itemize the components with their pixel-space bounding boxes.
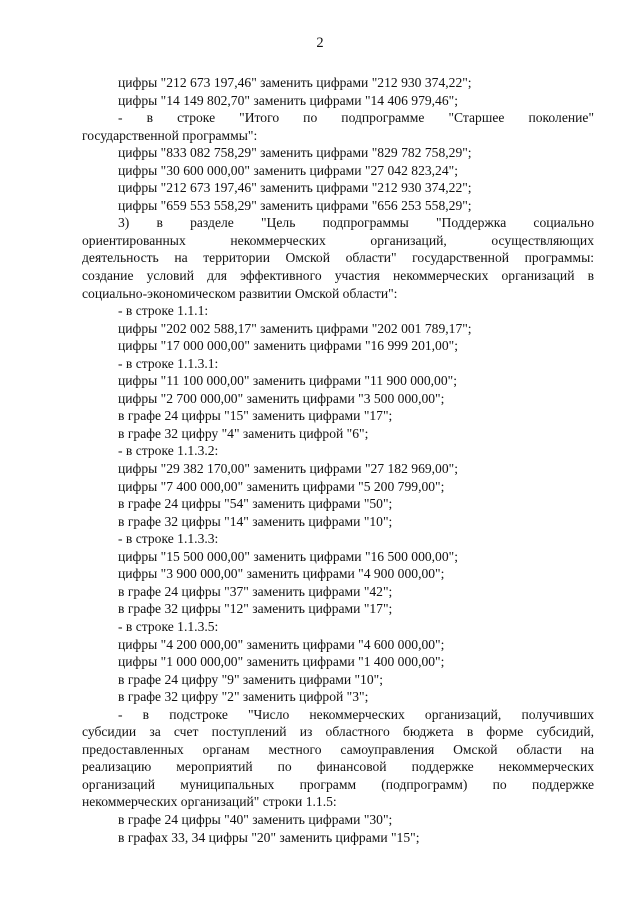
text-line: в графе 24 цифры "40" заменить цифрами "30"; (118, 811, 393, 827)
text-line: в графе 32 цифру "2" заменить цифрой "3"; (118, 689, 369, 705)
text-line: - в строке 1.1.3.1: (118, 355, 219, 371)
text-line: в графе 24 цифры "54" заменить цифрами "50"; (118, 496, 393, 512)
text-line: - в строке 1.1.3.5: (118, 618, 219, 634)
text-line: цифры "17 000 000,00" заменить цифрами "16 999 201,00"; (118, 338, 458, 354)
text-line: цифры "3 900 000,00" заменить цифрами "4 900 000,00"; (118, 566, 445, 582)
text-line: цифры "659 553 558,29" заменить цифрами "656 253 558,29"; (118, 197, 472, 213)
text-line: 3) в разделе "Цель подпрограммы "Поддержка социально (118, 215, 594, 231)
text-line: цифры "7 400 000,00" заменить цифрами "5 200 799,00"; (118, 478, 445, 494)
text-line: в графе 24 цифры "15" заменить цифрами "17"; (118, 408, 393, 424)
text-line: цифры "833 082 758,29" заменить цифрами "829 782 758,29"; (118, 145, 472, 161)
text-line: цифры "14 149 802,70" заменить цифрами "14 406 979,46"; (118, 92, 458, 108)
text-line: в графе 24 цифру "9" заменить цифрами "10"; (118, 671, 383, 687)
text-line: цифры "29 382 170,00" заменить цифрами "27 182 969,00"; (118, 461, 458, 477)
text-line: цифры "1 000 000,00" заменить цифрами "1 400 000,00"; (118, 654, 445, 670)
text-line: - в подстроке "Число некоммерческих организаций, получивших (118, 706, 594, 722)
text-line: в графе 32 цифры "12" заменить цифрами "17"; (118, 601, 393, 617)
text-line: государственной программы": (82, 127, 258, 143)
text-line: цифры "30 600 000,00" заменить цифрами "27 042 823,24"; (118, 162, 458, 178)
text-line: цифры "11 100 000,00" заменить цифрами "11 900 000,00"; (118, 373, 457, 389)
text-line: предоставленных органам местного самоуправления Омской области на (82, 741, 594, 757)
text-line: деятельность на территории Омской области" государственной программы: (82, 250, 594, 266)
text-line: некоммерческих организаций" строки 1.1.5: (82, 794, 337, 810)
text-line: - в строке 1.1.3.3: (118, 531, 219, 547)
text-line: субсидии за счет поступлений из областного бюджета в форме субсидий, (82, 724, 594, 740)
text-line: организаций муниципальных программ (подпрограмм) по поддержке (82, 776, 594, 792)
text-line: в графе 24 цифры "37" заменить цифрами "42"; (118, 583, 393, 599)
text-line: цифры "15 500 000,00" заменить цифрами "16 500 000,00"; (118, 548, 458, 564)
text-line: цифры "212 673 197,46" заменить цифрами "212 930 374,22"; (118, 75, 472, 90)
document-body (82, 74, 594, 846)
text-line: в графе 32 цифры "14" заменить цифрами "10"; (118, 513, 393, 529)
text-line: - в строке 1.1.1: (118, 303, 209, 319)
text-line: социально-экономическом развитии Омской области": (82, 285, 398, 301)
text-line: цифры "2 700 000,00" заменить цифрами "3 500 000,00"; (118, 390, 445, 406)
text-line: в графах 33, 34 цифры "20" заменить цифрами "15"; (118, 829, 420, 845)
text-line: ориентированных некоммерческих организаций, осуществляющих (82, 232, 594, 248)
text-line: цифры "202 002 588,17" заменить цифрами "202 001 789,17"; (118, 320, 472, 336)
text-line: реализацию мероприятий по финансовой поддержке некоммерческих (82, 759, 594, 775)
text-line: цифры "4 200 000,00" заменить цифрами "4 600 000,00"; (118, 636, 445, 652)
text-line: цифры "212 673 197,46" заменить цифрами "212 930 374,22"; (118, 180, 472, 196)
text-line: - в строке 1.1.3.2: (118, 443, 219, 459)
page-number: 2 (316, 35, 324, 51)
text-line: - в строке "Итого по подпрограмме "Старшее поколение" (118, 110, 594, 126)
text-line: создание условий для эффективного участия некоммерческих организаций в (82, 268, 594, 284)
text-line: в графе 32 цифру "4" заменить цифрой "6"; (118, 425, 369, 441)
